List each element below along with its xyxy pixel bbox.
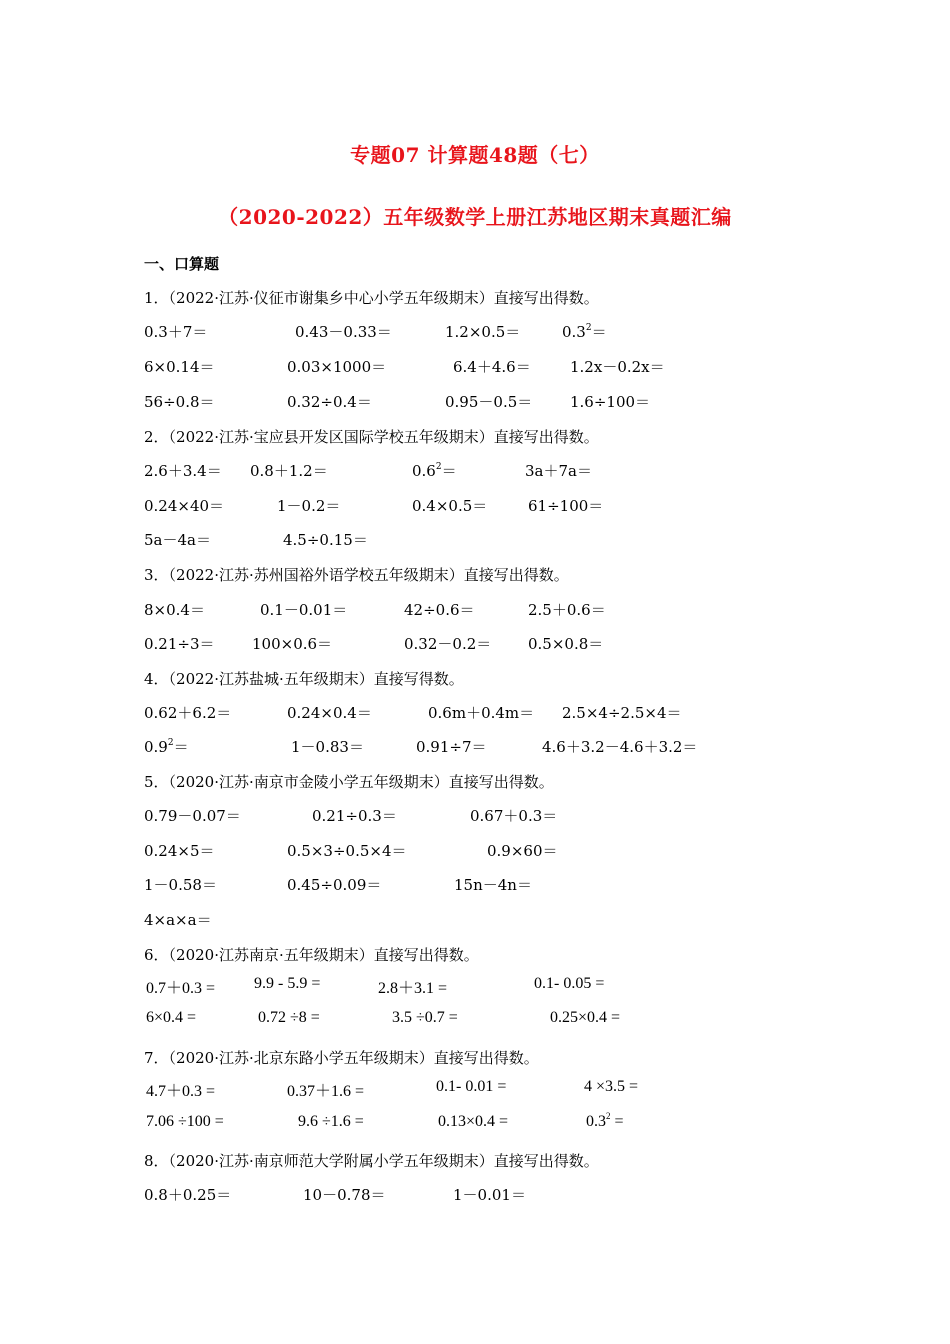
problem-row [0,975,950,997]
arithmetic-problem: 9.9 - 5.9 = [254,975,321,992]
arithmetic-problem: 0.03×1000＝ [287,358,387,376]
arithmetic-problem: 0.79－0.07＝ [144,807,241,825]
arithmetic-problem: 4.7＋0.3 = [146,1083,216,1100]
arithmetic-problem: 0.8＋0.25＝ [144,1186,232,1204]
arithmetic-problem: 0.62＋6.2＝ [144,704,232,722]
arithmetic-problem: 0.24×40＝ [144,497,225,515]
arithmetic-problem: 4.5÷0.15＝ [283,531,368,549]
arithmetic-problem: 0.32÷0.4＝ [287,393,372,411]
question-header: 5．（2020·江苏·南京市金陵小学五年级期末）直接写出得数。 [144,773,554,791]
arithmetic-problem: 42÷0.6＝ [404,601,475,619]
arithmetic-problem: 1.2x－0.2x＝ [570,358,665,376]
arithmetic-problem: 0.91÷7＝ [416,738,487,756]
arithmetic-problem: 0.24×0.4＝ [287,704,372,722]
problem-row [0,356,950,378]
problem-row [0,633,950,655]
arithmetic-problem: 0.1- 0.01 = [436,1078,507,1095]
arithmetic-problem: 1.2×0.5＝ [445,323,521,341]
arithmetic-problem: $0.3^2$ = [586,1111,624,1130]
arithmetic-problem: 0.24×5＝ [144,842,215,860]
question-header: 6．（2020·江苏南京·五年级期末）直接写出得数。 [144,946,479,964]
arithmetic-problem: 0.67＋0.3＝ [470,807,558,825]
arithmetic-problem: 10－0.78＝ [303,1186,386,1204]
arithmetic-problem: 0.9×60＝ [487,842,558,860]
problem-row [0,840,950,862]
arithmetic-problem: 5a－4a＝ [144,531,211,549]
arithmetic-problem: 0.37＋1.6 = [287,1083,365,1100]
arithmetic-problem: 0.95－0.5＝ [445,393,533,411]
arithmetic-problem: 0.1- 0.05 = [534,975,605,992]
arithmetic-problem: 0.43－0.33＝ [295,323,392,341]
arithmetic-problem: 1－0.2＝ [277,497,341,515]
arithmetic-problem: 2.5＋0.6＝ [528,601,606,619]
arithmetic-problem: 0.5×0.8＝ [528,635,604,653]
problem-row [0,1113,950,1135]
arithmetic-problem: 3a＋7a＝ [525,462,592,480]
arithmetic-problem: 2.5×4÷2.5×4＝ [562,704,682,722]
arithmetic-problem: 0.21÷3＝ [144,635,215,653]
arithmetic-problem: 6×0.14＝ [144,358,215,376]
problem-row [0,495,950,517]
question-header: 8．（2020·江苏·南京师范大学附属小学五年级期末）直接写出得数。 [144,1152,599,1170]
arithmetic-problem: 1－0.01＝ [453,1186,526,1204]
problem-row [0,321,950,343]
arithmetic-problem: 1－0.83＝ [291,738,364,756]
arithmetic-problem: 2.8＋3.1 = [378,980,448,997]
arithmetic-problem: 0.8＋1.2＝ [250,462,328,480]
arithmetic-problem: 0.72 ÷8 = [258,1009,320,1026]
section-heading: 一、口算题 [144,255,220,273]
arithmetic-problem: 0.45÷0.09＝ [287,876,382,894]
arithmetic-problem: 0.13×0.4 = [438,1113,509,1130]
arithmetic-problem: 4 ×3.5 = [584,1078,639,1095]
arithmetic-problem: 4×a×a＝ [144,911,212,929]
arithmetic-problem: 9.6 ÷1.6 = [298,1113,364,1130]
arithmetic-problem: 1－0.58＝ [144,876,217,894]
problem-row [0,805,950,827]
arithmetic-problem: 0.7＋0.3 = [146,980,216,997]
arithmetic-problem: 61÷100＝ [528,497,604,515]
arithmetic-problem: 0.32－0.2＝ [404,635,492,653]
arithmetic-problem: 2.6＋3.4＝ [144,462,222,480]
question-header: 3．（2022·江苏·苏州国裕外语学校五年级期末）直接写出得数。 [144,566,569,584]
problem-row [0,529,950,551]
problem-row [0,391,950,413]
arithmetic-problem: 0.6m＋0.4m＝ [428,704,535,722]
question-header: 2．（2022·江苏·宝应县开发区国际学校五年级期末）直接写出得数。 [144,428,599,446]
problem-row [0,1184,950,1206]
arithmetic-problem: 15n－4n＝ [454,876,532,894]
arithmetic-problem: $0.3^2=$ [562,323,607,341]
arithmetic-problem: $0.6^2=$ [412,462,457,480]
arithmetic-problem: 0.25×0.4 = [550,1009,621,1026]
question-header: 4．（2022·江苏盐城·五年级期末）直接写得数。 [144,670,464,688]
arithmetic-problem: 1.6÷100＝ [570,393,651,411]
arithmetic-problem: 6.4＋4.6＝ [453,358,531,376]
arithmetic-problem: 4.6＋3.2－4.6＋3.2＝ [542,738,698,756]
question-header: 7．（2020·江苏·北京东路小学五年级期末）直接写出得数。 [144,1049,539,1067]
arithmetic-problem: 100×0.6＝ [252,635,333,653]
arithmetic-problem: 0.3＋7＝ [144,323,208,341]
arithmetic-problem: 3.5 ÷0.7 = [392,1009,458,1026]
problem-row [0,1009,950,1031]
arithmetic-problem: 6×0.4 = [146,1009,197,1026]
arithmetic-problem: $0.9^2=$ [144,738,189,756]
arithmetic-problem: 56÷0.8＝ [144,393,215,411]
problem-row [0,702,950,724]
problem-row [0,736,950,758]
problem-row [0,599,950,621]
problem-row [0,874,950,896]
title-line-1: 专题07 计算题48题（七） [350,143,600,167]
arithmetic-problem: 0.5×3÷0.5×4＝ [287,842,407,860]
arithmetic-problem: 7.06 ÷100 = [146,1113,224,1130]
arithmetic-problem: 8×0.4＝ [144,601,205,619]
problem-row [0,460,950,482]
arithmetic-problem: 0.1－0.01＝ [260,601,348,619]
title-line-2: （2020-2022）五年级数学上册江苏地区期末真题汇编 [218,205,732,229]
problem-row [0,1078,950,1100]
question-header: 1．（2022·江苏·仪征市谢集乡中心小学五年级期末）直接写出得数。 [144,289,599,307]
problem-row [0,909,950,931]
arithmetic-problem: 0.21÷0.3＝ [312,807,397,825]
arithmetic-problem: 0.4×0.5＝ [412,497,488,515]
